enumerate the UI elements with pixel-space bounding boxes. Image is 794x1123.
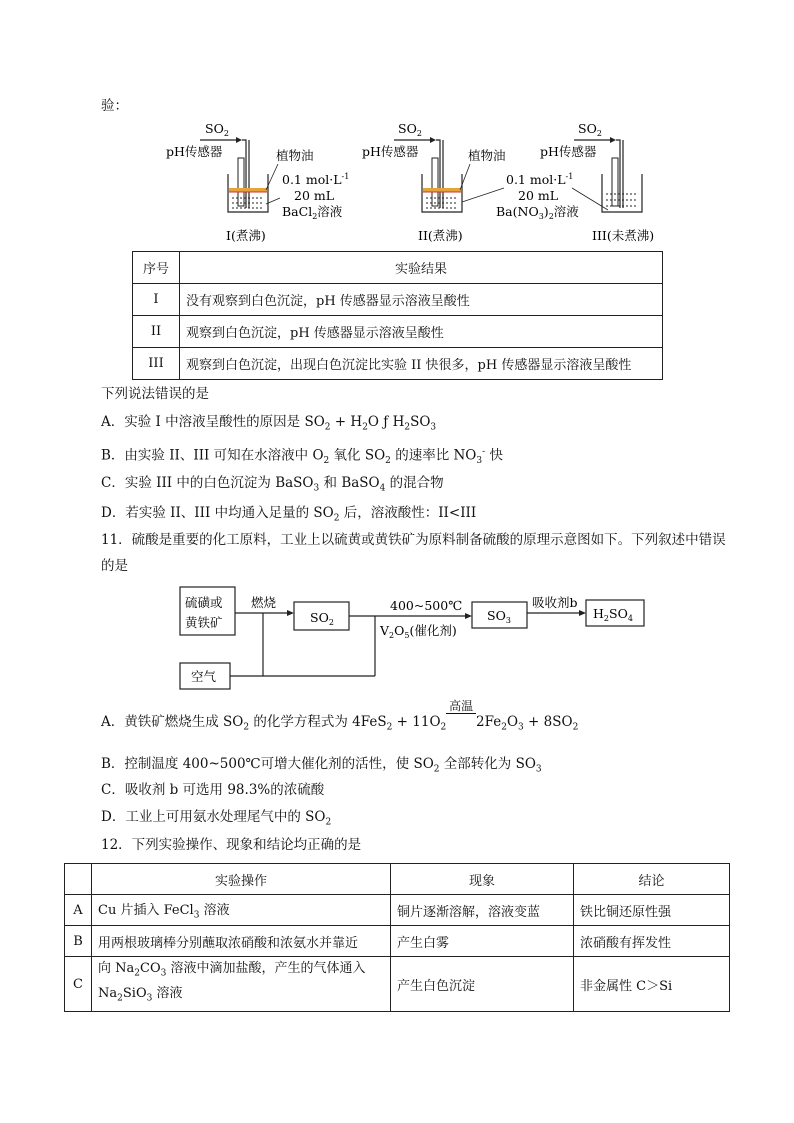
beaker-1 [166, 121, 349, 243]
table-cell: 浓硝酸有挥发性 [574, 926, 730, 957]
experiment-table [64, 863, 730, 1012]
beaker-1-label: I(煮沸) [226, 228, 266, 243]
q10-option-b: B．由实验 II、III 可知在水溶液中 $O_2$ 氧化 $SO_2$ 的速率比 $NO_3^-$ 快 [101, 447, 503, 467]
vol-label-1: 20 mL [294, 188, 335, 203]
so2-box-label: $SO_2$ [310, 610, 334, 627]
result-table [132, 251, 663, 380]
beaker-3-label: III(未煮沸) [592, 228, 655, 243]
sol-label-2: $Ba(NO_3)_2$溶液 [496, 204, 579, 221]
absorbent-label: 吸收剂b [532, 595, 578, 610]
burn-label: 燃烧 [251, 595, 277, 610]
raw-material-line-2: 黄铁矿 [185, 615, 223, 630]
table-cell: 没有观察到白色沉淀，pH 传感器显示溶液呈酸性 [180, 284, 663, 316]
table-cell: 非金属性 C＞Si [574, 957, 730, 1012]
oil-label-1: 植物油 [276, 148, 314, 163]
ph-sensor-label-1: pH传感器 [166, 144, 223, 159]
table-cell: 用两根玻璃棒分别蘸取浓硝酸和浓氨水并靠近 [92, 926, 391, 957]
vol-label-2: 20 mL [518, 188, 559, 203]
beaker-2-label: II(煮沸) [418, 228, 463, 243]
table-row [133, 284, 663, 316]
table-header-cell: 现象 [391, 864, 574, 895]
table-header-cell: 结论 [574, 864, 730, 895]
table-header-cell: 序号 [133, 252, 180, 284]
table-row [133, 348, 663, 380]
table-cell: 铁比铜还原性强 [574, 895, 730, 926]
so2-label-2: $SO_2$ [398, 121, 422, 138]
q11-stem-2: 的是 [101, 558, 128, 574]
q10-option-c: C．实验 III 中的白色沉淀为 BaSO$_3$ 和 BaSO$_4$ 的混合物 [101, 475, 444, 494]
reaction-condition: 高温 [446, 699, 476, 714]
q10-stem: 下列说法错误的是 [101, 386, 209, 402]
table-row [133, 316, 663, 348]
table-cell: A [65, 895, 92, 926]
h2so4-box-label: $H_2SO_4$ [593, 606, 633, 623]
table-cell: C [65, 957, 92, 1012]
conc-label-2: 0.1 $mol\cdot L^{-1}$ [506, 172, 574, 187]
intro-word: 验： [101, 98, 128, 114]
raw-material-line-1: 硫磺或 [185, 595, 223, 610]
table-cell: 观察到白色沉淀，出现白色沉淀比实验 II 快很多，pH 传感器显示溶液呈酸性 [180, 348, 663, 380]
table-header-row [133, 252, 663, 284]
table-cell: II [133, 316, 180, 348]
so2-label-3: $SO_2$ [578, 121, 602, 138]
catalyst-label: $V_2O_5$(催化剂) [380, 623, 457, 640]
table-cell: III [133, 348, 180, 380]
table-row [65, 926, 730, 957]
apparatus-figure [160, 118, 670, 246]
q11-option-c: C．吸收剂 b 可选用 98.3%的浓硫酸 [101, 782, 325, 798]
table-header-cell: 实验结果 [180, 252, 663, 284]
table-cell: 产生白色沉淀 [391, 957, 574, 1012]
q10-option-a: A．实验 I 中溶液呈酸性的原因是 $SO_2 + H_2O$ ƒ $H_2SO_3$ [101, 414, 437, 433]
table-header-cell: 实验操作 [92, 864, 391, 895]
conc-label-1: 0.1 $mol\cdot L^{-1}$ [282, 172, 350, 187]
q12-stem: 12．下列实验操作、现象和结论均正确的是 [101, 837, 362, 853]
table-header-row [65, 864, 730, 895]
q11-option-a: A．黄铁矿燃烧生成 $SO_2$ 的化学方程式为 $4FeS_2 + 11O_2$ 高温 $2Fe_2O_3 + 8SO_2$ [101, 699, 579, 733]
table-row [65, 957, 730, 1012]
q10-option-d: D．若实验 II、III 中均通入足量的 $SO_2$ 后，溶液酸性：II<III [101, 505, 477, 524]
table-cell: B [65, 926, 92, 957]
ph-sensor-label-2: pH传感器 [362, 144, 419, 159]
q11-option-b: B．控制温度 400~500℃可增大催化剂的活性，使 $SO_2$ 全部转化为 $SO_3$ [101, 756, 542, 775]
table-cell: I [133, 284, 180, 316]
sol-label-1: BaCl$_2$溶液 [282, 204, 343, 221]
table-header-cell [65, 864, 92, 895]
beaker-2 [362, 121, 608, 243]
so2-label-1: $SO_2$ [205, 121, 229, 138]
oil-label-2: 植物油 [468, 148, 506, 163]
table-cell: 向 $Na_2CO_3$ 溶液中滴加盐酸，产生的气体通入 $Na_2SiO_3$ 溶液 [92, 957, 391, 1012]
temperature-label: 400~500℃ [390, 598, 463, 613]
table-row [65, 895, 730, 926]
sulfuric-acid-flow-diagram [175, 585, 655, 695]
ph-sensor-label-3: pH传感器 [540, 144, 597, 159]
so3-box-label: $SO_3$ [487, 608, 511, 625]
table-cell: 铜片逐渐溶解，溶液变蓝 [391, 895, 574, 926]
table-cell: 观察到白色沉淀，pH 传感器显示溶液呈酸性 [180, 316, 663, 348]
air-label: 空气 [191, 669, 217, 684]
q11-stem-1: 11．硫酸是重要的化工原料，工业上以硫黄或黄铁矿为原料制备硫酸的原理示意图如下。下列叙述中错误 [101, 532, 726, 548]
q11-option-d: D．工业上可用氨水处理尾气中的 $SO_2$ [101, 809, 332, 828]
table-cell: Cu 片插入 FeCl$_3$ 溶液 [92, 895, 391, 926]
table-cell: 产生白雾 [391, 926, 574, 957]
